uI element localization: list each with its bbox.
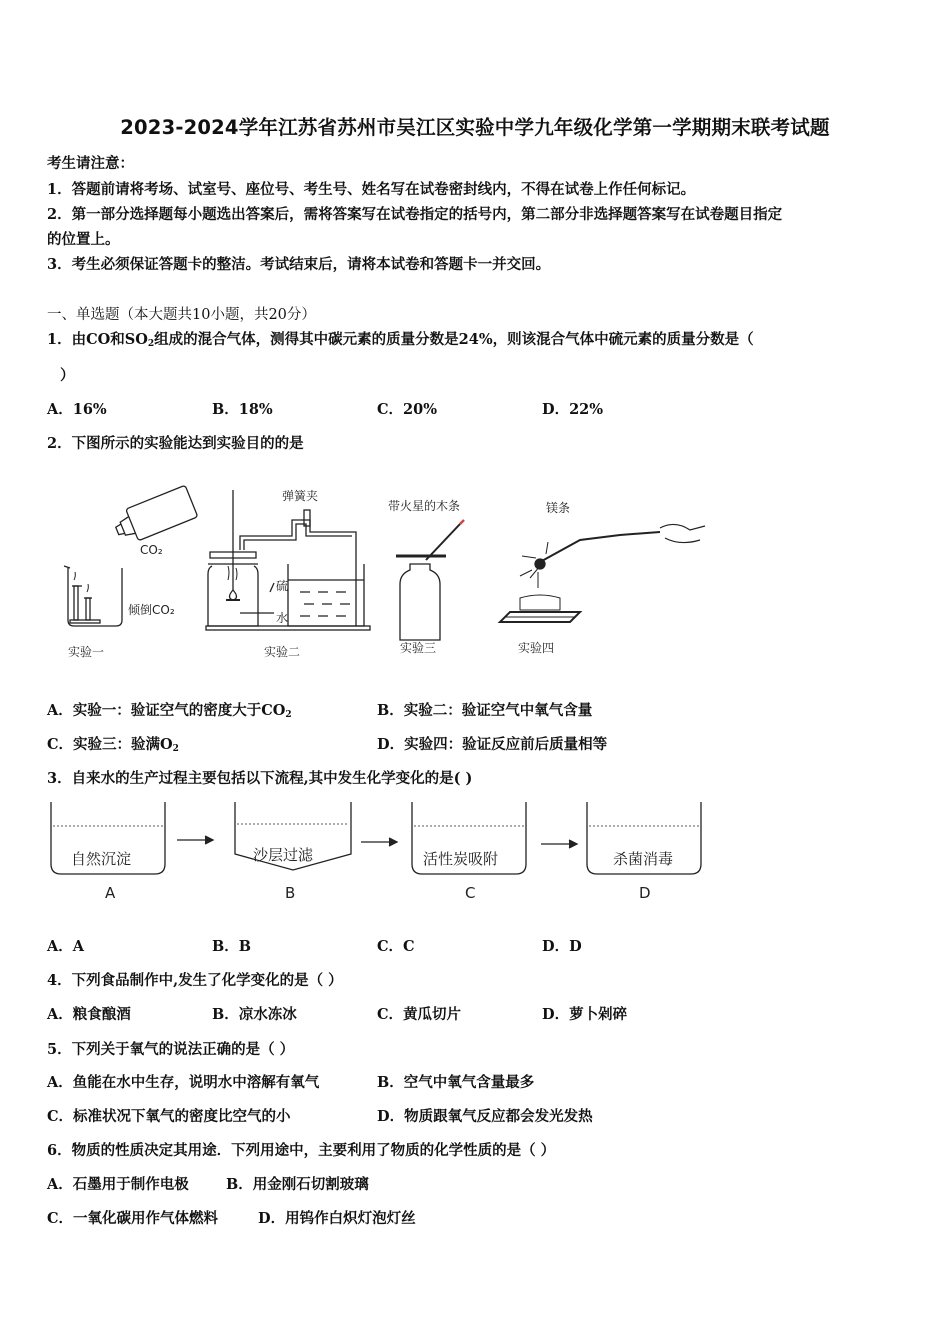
q2-option-c-text: C．实验三：验满O xyxy=(47,736,173,753)
q5-option-a: A．鱼能在水中生存，说明水中溶解有氧气 xyxy=(47,1074,320,1091)
q6-option-b: B．用金刚石切割玻璃 xyxy=(226,1176,369,1193)
q2-option-b: B．实验二：验证空气中氧气含量 xyxy=(377,702,593,719)
q1-stem-a: 1．由CO和SO xyxy=(47,331,148,348)
sulfur-label: 硫 xyxy=(276,579,289,593)
q3-option-a: A．A xyxy=(47,938,85,955)
exp2-label: 实验二 xyxy=(264,645,301,659)
step-b-name: 沙层过滤 xyxy=(253,846,314,864)
water-label: 水 xyxy=(276,611,289,625)
exp2-apparatus xyxy=(206,490,370,630)
q3-option-c: C．C xyxy=(377,938,415,955)
notice-item-1: 1．答题前请将考场、试室号、座位号、考生号、姓名写在试卷密封线内，不得在试卷上作任何标记。 xyxy=(47,181,696,198)
q2-option-c xyxy=(47,733,179,754)
q1-stem-sub: 2 xyxy=(147,339,155,349)
pour-label: 倾倒CO₂ xyxy=(128,603,175,617)
q3-option-d: D．D xyxy=(542,938,582,955)
q4-option-d: D．萝卜剁碎 xyxy=(542,1006,628,1023)
exp1-beaker xyxy=(64,566,122,626)
q1-stem xyxy=(47,328,754,349)
step-d-name: 杀菌消毒 xyxy=(613,850,674,868)
q4-option-a: A．粮食酿酒 xyxy=(47,1006,131,1023)
notice-heading: 考生请注意： xyxy=(47,155,134,172)
notice-item-2-cont: 的位置上。 xyxy=(47,231,120,248)
q1-stem-end: ） xyxy=(60,367,75,384)
q5-option-c: C．标准状况下氧气的密度比空气的小 xyxy=(47,1108,291,1125)
exp3-label: 实验三 xyxy=(400,641,437,655)
q2-option-d: D．实验四：验证反应前后质量相等 xyxy=(377,736,608,753)
q1-option-a: A．16% xyxy=(47,401,107,418)
q4-option-b: B．凉水冻冰 xyxy=(212,1006,297,1023)
q6-stem: 6．物质的性质决定其用途．下列用途中，主要利用了物质的化学性质的是（ ） xyxy=(47,1142,556,1159)
q2-option-c-sub: 2 xyxy=(172,744,179,754)
q5-option-b: B．空气中氧气含量最多 xyxy=(377,1074,535,1091)
notice-item-3: 3．考生必须保证答题卡的整洁。考试结束后，请将本试卷和答题卡一并交回。 xyxy=(47,256,551,273)
exp1-label: 实验一 xyxy=(68,645,105,659)
q2-option-a-sub: 2 xyxy=(285,710,292,720)
q4-option-c: C．黄瓜切片 xyxy=(377,1006,462,1023)
q2-option-a xyxy=(47,699,292,720)
step-d-letter: D xyxy=(639,884,651,902)
step-a-letter: A xyxy=(105,884,116,902)
q1-option-b: B．18% xyxy=(212,401,273,418)
q2-stem: 2．下图所示的实验能达到实验目的的是 xyxy=(47,435,304,452)
q5-option-d: D．物质跟氧气反应都会发光发热 xyxy=(377,1108,593,1125)
exp3-bottle xyxy=(396,520,464,640)
q3-process-figure xyxy=(45,798,710,908)
mg-label: 镁条 xyxy=(546,501,571,515)
q3-stem: 3．自来水的生产过程主要包括以下流程,其中发生化学变化的是( ) xyxy=(47,770,473,787)
q1-option-c: C．20% xyxy=(377,401,437,418)
section-heading: 一、单选题（本大题共10小题，共20分） xyxy=(47,307,316,323)
co2-label: CO₂ xyxy=(140,543,163,557)
step-c-letter: C xyxy=(465,884,476,902)
q6-option-c: C．一氧化碳用作气体燃料 xyxy=(47,1210,219,1227)
splint-label: 带火星的木条 xyxy=(388,499,461,513)
exp1-co2-bottle xyxy=(111,485,198,546)
q1-option-d: D．22% xyxy=(542,401,604,418)
page-title: 2023-2024学年江苏省苏州市吴江区实验中学九年级化学第一学期期末联考试题 xyxy=(120,116,830,139)
q1-stem-b: 组成的混合气体，测得其中碳元素的质量分数是24%，则该混合气体中硫元素的质量分数是（ xyxy=(154,331,754,348)
step-c-name: 活性炭吸附 xyxy=(423,850,499,868)
notice-item-2: 2．第一部分选择题每小题选出答案后，需将答案写在试卷指定的括号内，第二部分非选择题答案写在试卷题目指定 xyxy=(47,206,783,223)
q6-option-d: D．用钨作白炽灯泡灯丝 xyxy=(258,1210,416,1227)
clip-label: 弹簧夹 xyxy=(282,489,319,503)
step-b-letter: B xyxy=(285,884,296,902)
exp4-label: 实验四 xyxy=(518,641,555,655)
exp4-setup xyxy=(500,524,705,622)
q6-option-a: A．石墨用于制作电极 xyxy=(47,1176,189,1193)
step-a-name: 自然沉淀 xyxy=(71,850,132,868)
q4-stem: 4．下列食品制作中,发生了化学变化的是（ ） xyxy=(47,972,343,989)
q2-option-a-text: A．实验一：验证空气的密度大于CO xyxy=(47,702,286,719)
q2-experiment-figure xyxy=(60,480,720,665)
q3-option-b: B．B xyxy=(212,938,252,955)
q5-stem: 5．下列关于氧气的说法正确的是（ ） xyxy=(47,1041,295,1058)
